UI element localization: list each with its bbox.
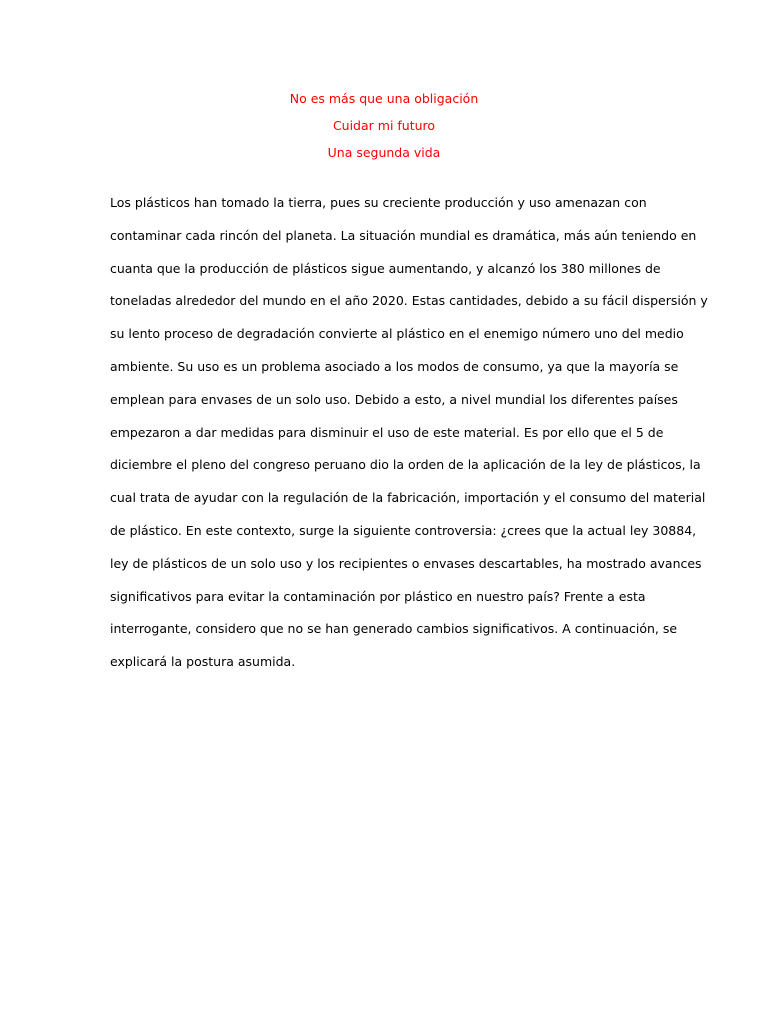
paragraph-line: cuanta que la producción de plásticos sigue aumentando, y alcanzó los 380 millones de bbox=[110, 260, 661, 276]
paragraph-line: empezaron a dar medidas para disminuir el uso de este material. Es por ello que el 5 de bbox=[110, 424, 664, 440]
paragraph-line: interrogante, considero que no se han generado cambios significativos. A continuación, se bbox=[110, 621, 678, 637]
body-paragraph bbox=[110, 187, 708, 679]
paragraph-line: su lento proceso de degradación convierte al plástico en el enemigo número uno del medio bbox=[110, 326, 684, 342]
paragraph-line: significativos para evitar la contaminación por plástico en nuestro país? Frente a esta bbox=[110, 588, 646, 604]
paragraph-line: cual trata de ayudar con la regulación de la fabricación, importación y el consumo del material bbox=[110, 490, 706, 506]
paragraph-line: Los plásticos han tomado la tierra, pues su creciente producción y uso amenazan con bbox=[110, 195, 647, 210]
paragraph-line: contaminar cada rincón del planeta. La situación mundial es dramática, más aún teniendo en bbox=[110, 227, 697, 243]
paragraph-line: emplean para envases de un solo uso. Debido a esto, a nivel mundial los diferentes países bbox=[110, 391, 678, 407]
title-line-1: No es más que una obligación bbox=[289, 91, 479, 106]
title-line-3: Una segunda vida bbox=[327, 145, 441, 160]
paragraph-line: ambiente. Su uso es un problema asociado a los modos de consumo, ya que la mayoría se bbox=[110, 358, 679, 374]
paragraph-line: explicará la postura asumida. bbox=[110, 654, 296, 670]
title-block bbox=[0, 85, 768, 166]
paragraph-line: de plástico. En este contexto, surge la siguiente controversia: ¿crees que la actual ley 30884, bbox=[110, 522, 697, 538]
title-line-2: Cuidar mi futuro bbox=[332, 118, 436, 133]
paragraph-line: toneladas alrededor del mundo en el año 2020. Estas cantidades, debido a su fácil dispersión y bbox=[110, 293, 708, 309]
paragraph-line: diciembre el pleno del congreso peruano dio la orden de la aplicación de la ley de plásticos, la bbox=[110, 457, 701, 473]
paragraph-line: ley de plásticos de un solo uso y los recipientes o envases descartables, ha mostrado avances bbox=[110, 555, 702, 571]
